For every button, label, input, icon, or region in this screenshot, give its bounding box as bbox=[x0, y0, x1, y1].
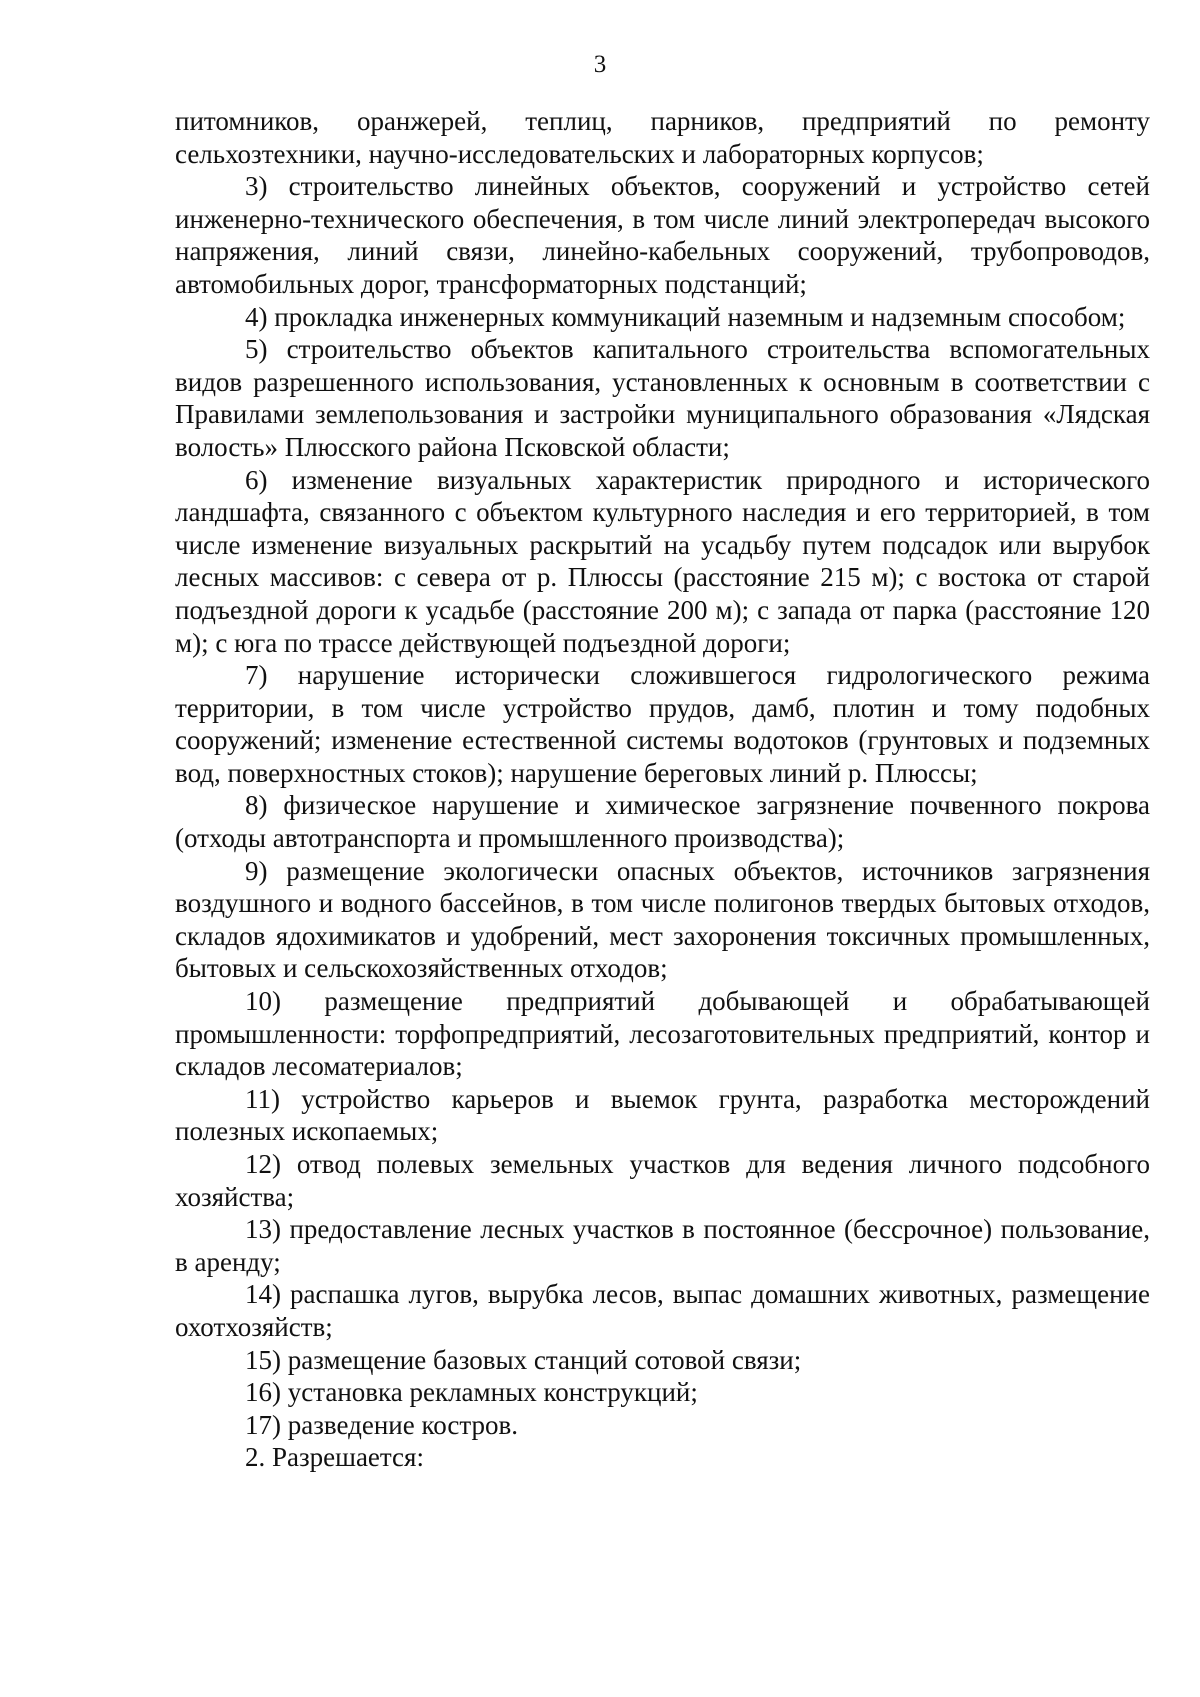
list-item: 7) нарушение исторически сложившегося гидрологического режима территории, в том числе устройство прудов, дамб, плотин и тому подобных сооружений; изменение естественной системы водотоков (грунтовых и подземных вод, поверхностных стоков); нарушение береговых линий р. Плюссы; bbox=[175, 660, 1150, 788]
document-body bbox=[175, 105, 1150, 1474]
list-item: 2. Разрешается: bbox=[245, 1442, 424, 1473]
list-item: 14) распашка лугов, вырубка лесов, выпас домашних животных, размещение охотхозяйств; bbox=[175, 1279, 1150, 1342]
list-item: 12) отвод полевых земельных участков для ведения личного подсобного хозяйства; bbox=[175, 1149, 1150, 1212]
list-item: 11) устройство карьеров и выемок грунта, разработка месторождений полезных ископаемых; bbox=[175, 1083, 1150, 1147]
page-number: 3 bbox=[593, 51, 607, 78]
list-item: 13) предоставление лесных участков в постоянное (бессрочное) пользование, в аренду; bbox=[175, 1214, 1150, 1277]
list-item: 5) строительство объектов капитального строительства вспомогательных видов разрешенного использования, установленных к основным в соответствии с Правилами землепользования и застройки муниципального образования «Лядская волость» Плюсского района Псковской области; bbox=[175, 334, 1150, 462]
list-item: 6) изменение визуальных характеристик природного и исторического ландшафта, связанного с объектом культурного наследия и его территорией, в том числе изменение визуальных раскрытий на усадьбу путем подсадок или вырубок лесных массивов: с севера от р. Плюссы (расстояние 215 м); с востока от старой подъездной дороги к усадьбе (расстояние 200 м); с запада от парка (расстояние 120 м); с юга по трассе действующей подъездной дороги; bbox=[175, 464, 1150, 658]
list-item: 3) строительство линейных объектов, сооружений и устройство сетей инженерно-технического обеспечения, в том числе линий электропередач высокого напряжения, линий связи, линейно-кабельных сооружений, трубопроводов, автомобильных дорог, трансформаторных подстанций; bbox=[175, 171, 1150, 299]
list-item: 8) физическое нарушение и химическое загрязнение почвенного покрова (отходы автотранспорта и промышленного производства); bbox=[175, 790, 1150, 854]
paragraph: питомников, оранжерей, теплиц, парников, предприятий по ремонту сельхозтехники, научно-исследовательских и лабораторных корпусов; bbox=[175, 106, 1150, 169]
list-item: 15) размещение базовых станций сотовой связи; bbox=[245, 1344, 802, 1375]
list-item: 10) размещение предприятий добывающей и обрабатывающей промышленности: торфопредприятий, лесозаготовительных предприятий, контор и складов лесоматериалов; bbox=[175, 986, 1150, 1082]
list-item: 16) установка рекламных конструкций; bbox=[245, 1377, 698, 1408]
list-item: 17) разведение костров. bbox=[245, 1409, 518, 1440]
list-item: 9) размещение экологически опасных объектов, источников загрязнения воздушного и водного бассейнов, в том числе полигонов твердых бытовых отходов, складов ядохимикатов и удобрений, мест захоронения токсичных промышленных, бытовых и сельскохозяйственных отходов; bbox=[175, 855, 1150, 984]
list-item: 4) прокладка инженерных коммуникаций наземным и надземным способом; bbox=[245, 301, 1126, 332]
